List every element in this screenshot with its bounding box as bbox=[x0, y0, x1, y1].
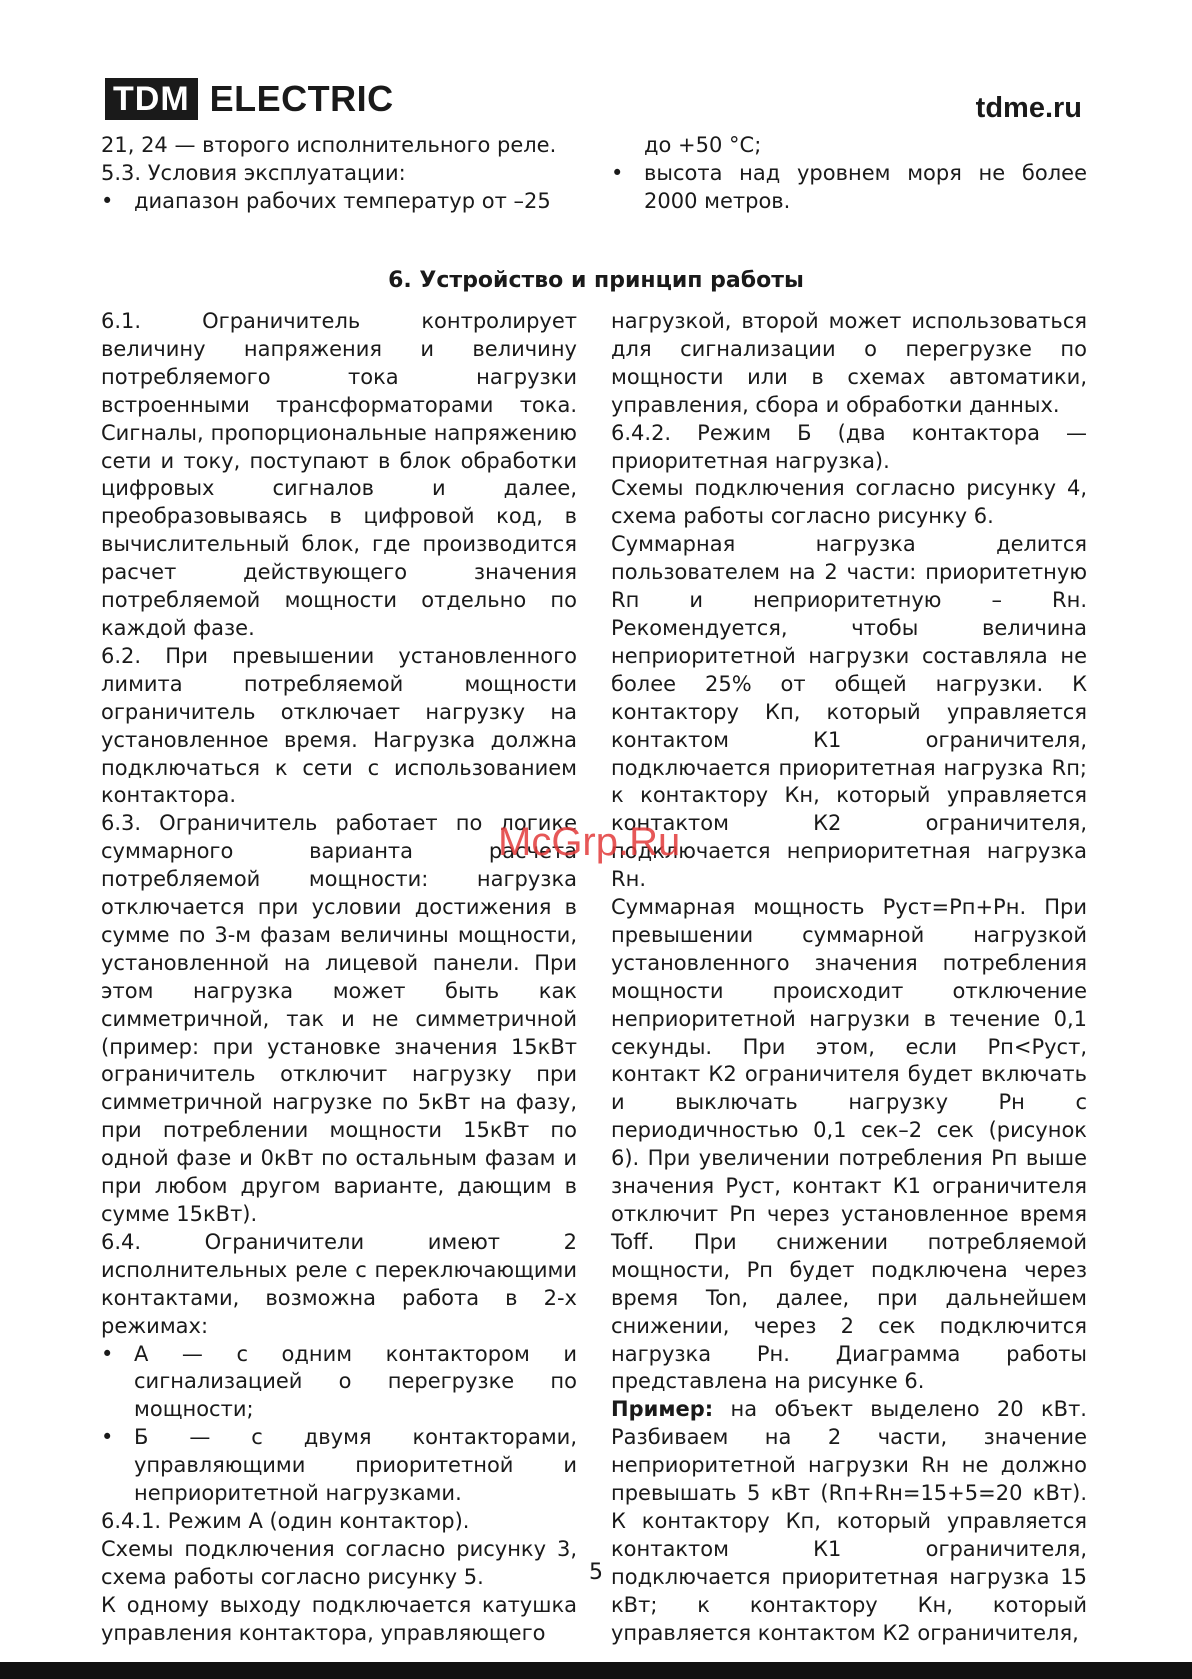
bullet-icon: • bbox=[101, 1425, 114, 1450]
top-left-block bbox=[101, 132, 577, 216]
list-item-text: Б — с двумя контакторами, управляющими приоритетной и неприоритетной нагрузками. bbox=[134, 1425, 577, 1506]
site-url: tdme.ru bbox=[975, 92, 1082, 124]
bullet-icon: • bbox=[101, 1341, 114, 1366]
watermark: McGrp.Ru bbox=[498, 820, 681, 864]
logo-text: ELECTRIC bbox=[209, 78, 394, 119]
text-line: 5.3. Условия эксплуатации: bbox=[101, 160, 406, 185]
bullet-icon: • bbox=[101, 188, 114, 213]
page-number: 5 bbox=[589, 1560, 603, 1585]
paragraph-6-3: 6.3. Ограничитель работает по логике суммарного варианта расчета потребляемой мощности: нагрузка отключается при условии достижения в сумме по 3-м фазам величины мощности, установленной на лицевой панели. При этом нагрузка может быть как симметричной, так и не симметричной (пример: при установке значения 15кВт ограничитель отключит нагрузку при симметричной нагрузке по 5кВт на фазу, при потреблении мощности 15кВт по одной фазе и 0кВт по остальным фазам и при любом другом варианте, дающим в сумме 15кВт). bbox=[101, 811, 577, 1226]
list-item bbox=[611, 160, 1087, 216]
example-paragraph bbox=[611, 1396, 1087, 1647]
list-item-text: А — с одним контактором и сигнализацией о перегрузке по мощности; bbox=[134, 1341, 577, 1422]
list-item bbox=[101, 1424, 577, 1508]
paragraph-text: К одному выходу подключается катушка управления контактора, управляющего bbox=[101, 1592, 577, 1645]
paragraph-text: Суммарная нагрузка делится пользователем на 2 части: приоритетную Rп и неприоритетную – Rн. Рекомендуется, чтобы величина неприоритетной нагрузки составляла не более 25% от общей нагрузки. К контактору Кп, который управляется контактом К1 ограничителя, подключается приоритетная нагрузка Rп; к контактору Кн, который управляется контактом К2 ограничителя, подключается неприоритетная нагрузка Rн. bbox=[611, 532, 1087, 892]
example-label: Пример: bbox=[611, 1397, 714, 1422]
list-item-text: диапазон рабочих температур от –25 bbox=[134, 188, 551, 213]
paragraph-6-1: 6.1. Ограничитель контролирует величину напряжения и величину потребляемого тока нагрузки встроенными трансформаторами тока. Сигналы, пропорциональные напряжению сети и току, поступают в блок обработки цифровых сигналов и далее, преобразовываясь в цифровой код, в вычислительный блок, где производится расчет действующего значения потребляемой мощности отдельно по каждой фазе. bbox=[101, 309, 577, 640]
text-line: до +50 °С; bbox=[644, 133, 762, 157]
bullet-icon: • bbox=[611, 160, 624, 185]
paragraph-text: Суммарная мощность Руст=Рп+Рн. При превышении суммарной нагрузкой установленного значения потребления мощности происходит отключение неприоритетной нагрузки в течение 0,1 секунды. При этом, если Рп<Руст, контакт К2 ограничителя будет включать и выключать нагрузку Рн с периодичностью 0,1 сек–2 сек (рисунок 6). При увеличении потребления Рп выше значения Руст, контакт К1 ограничителя отключит Рп через установленное время Toff. При снижении потребляемой мощности, Рп будет подключена через время Ton, далее, при дальнейшем снижении, через 2 сек подключится нагрузка Рн. Диаграмма работы представлена на рисунке 6. bbox=[611, 895, 1087, 1394]
paragraph-6-4: 6.4. Ограничители имеют 2 исполнительных реле с переключающими контактами, возможна работа в 2-х режимах: bbox=[101, 1229, 577, 1338]
top-right-block bbox=[611, 132, 1087, 216]
paragraph-text: Схемы подключения согласно рисунку 4, схема работы согласно рисунку 6. bbox=[611, 476, 1087, 529]
paragraph-6-2: 6.2. При превышении установленного лимита потребляемой мощности ограничитель отключает нагрузку на установленное время. Нагрузка должна подключаться к сети с использованием контактора. bbox=[101, 643, 577, 808]
list-item bbox=[101, 188, 577, 216]
list-item bbox=[101, 1341, 577, 1425]
bottom-bar bbox=[0, 1662, 1192, 1679]
paragraph-6-4-1: 6.4.1. Режим А (один контактор). bbox=[101, 1508, 470, 1533]
list-item-text: высота над уровнем моря не более 2000 метров. bbox=[644, 160, 1087, 213]
paragraph-text: нагрузкой, второй может использоваться для сигнализации о перегрузке по мощности или в схемах автоматики, управления, сбора и обработки данных. bbox=[611, 309, 1087, 417]
section-title: 6. Устройство и принцип работы bbox=[388, 268, 804, 293]
paragraph-text: Схемы подключения согласно рисунку 3, схема работы согласно рисунку 5. bbox=[101, 1536, 577, 1589]
brand-logo bbox=[105, 78, 394, 120]
right-column bbox=[611, 308, 1087, 1648]
text-line: 21, 24 — второго исполнительного реле. bbox=[101, 133, 557, 157]
example-text: на объект выделено 20 кВт. Разбиваем на 2 части, значение неприоритетной нагрузки Rн не должно превышать 5 кВт (Rп+Rн=15+5=20 кВт). К контактору Кп, который управляется контактом К1 ограничителя, подключается приоритетная нагрузка 15 кВт; к контактору Кн, который управляется контактом К2 ограничителя, bbox=[611, 1397, 1087, 1645]
paragraph-6-4-2: 6.4.2. Режим Б (два контактора — приоритетная нагрузка). bbox=[611, 420, 1087, 473]
left-column bbox=[101, 308, 577, 1648]
logo-box: TDM bbox=[105, 78, 198, 120]
